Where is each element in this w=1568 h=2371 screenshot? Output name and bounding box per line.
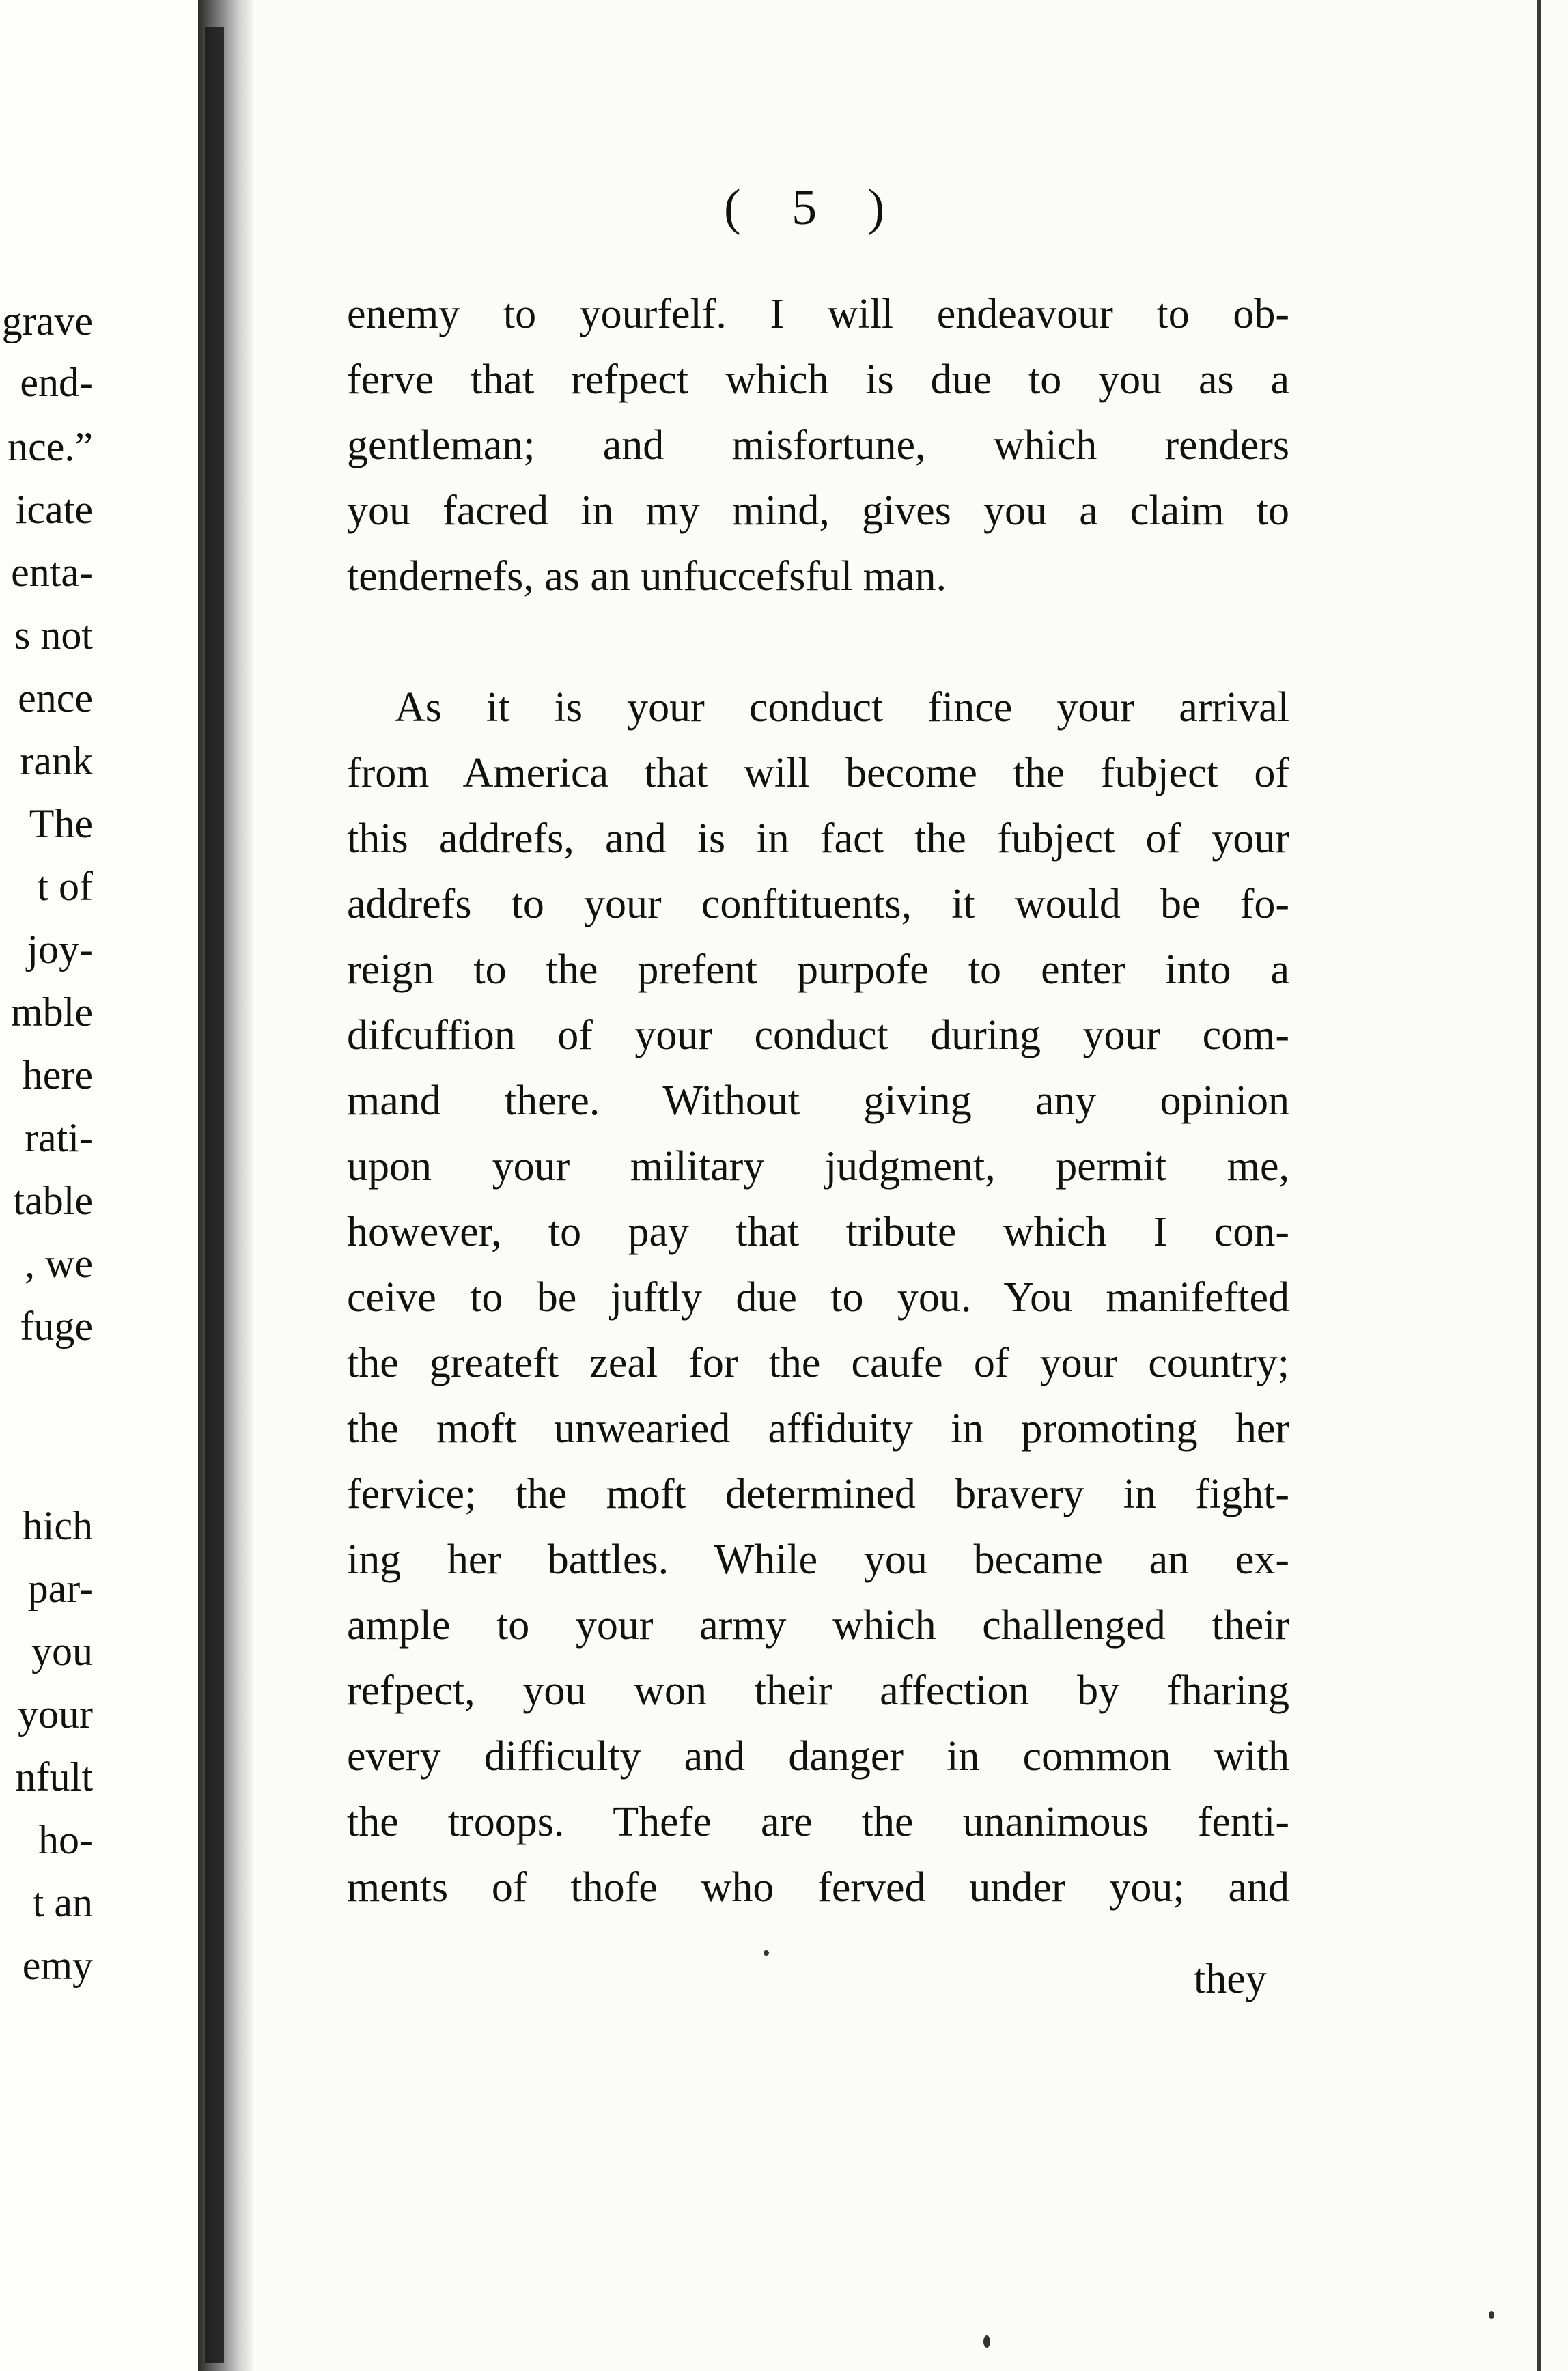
text-line: mand there. Without giving any opinion	[347, 1078, 1289, 1124]
text-line: ample to your army which challenged their	[347, 1602, 1289, 1649]
facing-page-line: nfult	[15, 1754, 93, 1799]
catchword: they	[1194, 1956, 1267, 2002]
binding-edge	[205, 27, 224, 2363]
facing-page-line: t of	[37, 864, 93, 909]
facing-page-line: joy-	[27, 927, 93, 972]
text-line: tendernefs, as an unfuccefsful man.	[347, 553, 947, 600]
facing-page-line: emy	[22, 1943, 93, 1988]
facing-page-line: par-	[27, 1566, 93, 1611]
facing-page-line: t an	[32, 1880, 93, 1925]
text-line: As it is your conduct fince your arrival	[395, 684, 1289, 731]
facing-page-line: , we	[25, 1241, 93, 1286]
text-line: this addrefs, and is in fact the fubject of your	[347, 815, 1289, 862]
text-line: ments of thofe who ferved under you; and	[347, 1864, 1289, 1911]
text-line: enemy to yourfelf. I will endeavour to ob-	[347, 291, 1289, 337]
facing-page-line: rati-	[25, 1115, 93, 1160]
page-number: ( 5 )	[724, 180, 904, 236]
facing-page-line: grave	[1, 298, 93, 343]
facing-page-line: hich	[22, 1503, 93, 1548]
ink-speck	[983, 2335, 990, 2348]
text-line: the moft unwearied affiduity in promoting her	[347, 1405, 1289, 1452]
facing-page-line: you	[31, 1629, 93, 1674]
facing-page-line: your	[18, 1692, 93, 1737]
facing-page-line: end-	[20, 360, 93, 405]
facing-page-line: table	[13, 1178, 93, 1223]
text-line: you facred in my mind, gives you a claim to	[347, 488, 1289, 534]
facing-page-line: The	[29, 801, 93, 846]
facing-page-line: nce.”	[8, 424, 93, 469]
page-edge	[1537, 0, 1541, 2371]
facing-page-fragment	[0, 0, 202, 2371]
ink-speck	[1489, 2311, 1494, 2319]
facing-page-line: rank	[20, 738, 93, 783]
text-line: difcuffion of your conduct during your com-	[347, 1012, 1289, 1058]
text-line: from America that will become the fubject of	[347, 750, 1289, 796]
paragraph-break	[347, 609, 1289, 675]
text-line: reign to the prefent purpofe to enter into a	[347, 946, 1289, 993]
text-line: ceive to be juftly due to you. You manifefted	[347, 1274, 1289, 1321]
text-line: every difficulty and danger in common with	[347, 1733, 1289, 1780]
text-line: however, to pay that tribute which I con-	[347, 1209, 1289, 1255]
text-line: ferve that refpect which is due to you as a	[347, 356, 1289, 403]
text-line: ing her battles. While you became an ex-	[347, 1537, 1289, 1583]
facing-page-line: icate	[15, 487, 93, 532]
ink-speck	[764, 1950, 769, 1956]
facing-page-line: ence	[18, 675, 93, 720]
text-line: fervice; the moft determined bravery in fight-	[347, 1471, 1289, 1517]
text-line: refpect, you won their affection by fharing	[347, 1668, 1289, 1714]
facing-page-line: mble	[11, 990, 93, 1035]
text-line: addrefs to your conftituents, it would be fo-	[347, 881, 1289, 927]
text-line: gentleman; and misfortune, which renders	[347, 422, 1289, 468]
facing-page-line: fuge	[20, 1304, 93, 1349]
facing-page-line: enta-	[11, 550, 93, 595]
text-line: the greateft zeal for the caufe of your country;	[347, 1340, 1289, 1386]
body-text	[347, 281, 1289, 1920]
facing-page-line: here	[22, 1052, 93, 1097]
text-line: upon your military judgment, permit me,	[347, 1143, 1289, 1190]
text-line: the troops. Thefe are the unanimous fenti-	[347, 1799, 1289, 1845]
facing-page-line: s not	[14, 613, 93, 658]
facing-page-line: ho-	[38, 1817, 93, 1862]
